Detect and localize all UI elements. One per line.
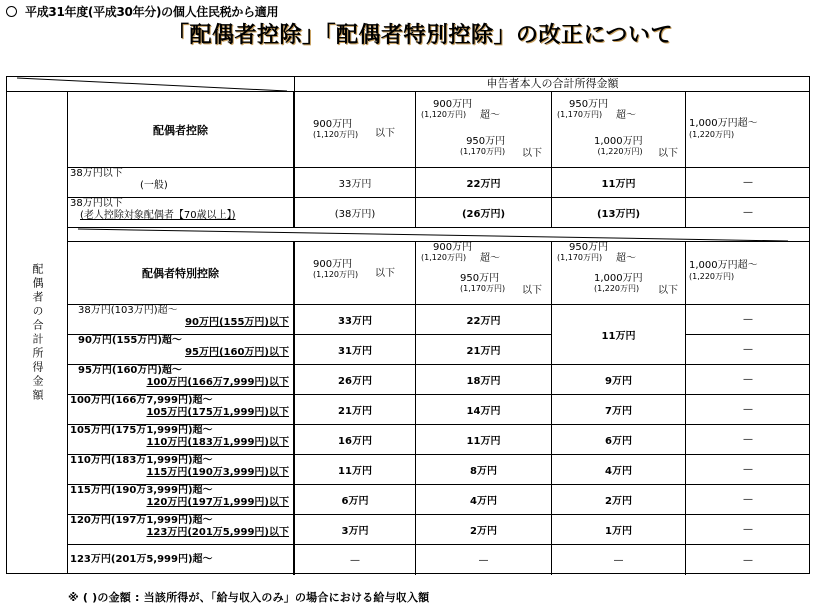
value-cell: 7万円 [552, 395, 686, 425]
note-text: 平成31年度(平成30年分)の個人住民税から適用 [25, 5, 279, 19]
bracket-paren: (1,120万円) [313, 270, 359, 279]
spouse-deduction-title: 配偶者控除 [68, 92, 294, 168]
row-label-special [68, 395, 294, 425]
value-cell: — [552, 545, 686, 575]
page-title [0, 18, 820, 49]
row-label-special [68, 485, 294, 515]
value-cell: — [686, 168, 810, 198]
bracket-value: 900万円 [433, 242, 473, 253]
value-cell: 11万円 [552, 168, 686, 198]
bracket-value: 900万円 [313, 119, 353, 130]
bracket-value: 950万円 [460, 273, 500, 284]
bracket-value: 1,000万円 [594, 273, 643, 284]
income-header: 申告者本人の合計所得金額 [294, 77, 810, 92]
value-cell: — [686, 198, 810, 228]
diagonal-line-icon [68, 228, 810, 242]
bracket-header-4 [686, 242, 810, 305]
value-cell: — [686, 395, 810, 425]
value-cell: 33万円 [294, 168, 416, 198]
value-cell: 1万円 [552, 515, 686, 545]
value-cell: 6万円 [294, 485, 416, 515]
value-cell: — [686, 335, 810, 365]
value-cell: 4万円 [416, 485, 552, 515]
row-label-line1: 38万円(103万円)超～ [78, 305, 178, 316]
bracket-paren: (1,220万円) [597, 147, 643, 156]
row-label-line2: 90万円(155万円)以下 [185, 317, 289, 328]
bracket-paren: (1,220万円) [689, 272, 735, 281]
bracket-value: 1,000万円超～ [689, 260, 758, 271]
value-cell: 3万円 [294, 515, 416, 545]
row-label-line2: 115万円(190万3,999円)以下 [146, 467, 289, 478]
row-label-general [68, 168, 294, 198]
footnote: ※ ( )の金額 : 当該所得が、「給与収入のみ」の場合における給与収入額 [68, 591, 430, 604]
bracket-suffix: 超～ [480, 110, 500, 121]
row-label-line1: 115万円(190万3,999円)超～ [70, 485, 213, 496]
row-label-line2: (一般) [140, 180, 168, 191]
bracket-paren: (1,220万円) [689, 130, 735, 139]
bracket-suffix: 以下 [658, 148, 678, 159]
row-label-line2: 95万円(160万円)以下 [185, 347, 289, 358]
bracket-paren: (1,170万円) [460, 147, 506, 156]
row-label-line1: 105万円(175万1,999円)超～ [70, 425, 213, 436]
row-label-line2: 100万円(166万7,999円)以下 [146, 377, 289, 388]
value-cell: — [416, 545, 552, 575]
special-deduction-title: 配偶者特別控除 [68, 242, 294, 305]
value-cell: (26万円) [416, 198, 552, 228]
row-label-line1: 110万円(183万1,999円)超～ [70, 455, 213, 466]
row-label-line2: 123万円(201万5,999円)以下 [146, 527, 289, 538]
value-cell: 11万円 [294, 455, 416, 485]
bracket-suffix: 超～ [616, 253, 636, 264]
row-label-line1: 38万円以下 [70, 168, 123, 179]
bracket-paren: (1,170万円) [557, 110, 603, 119]
value-cell: 11万円 [416, 425, 552, 455]
row-label-line1: 123万円(201万5,999円)超～ [70, 554, 213, 565]
row-label-special [68, 305, 294, 335]
row-label-elderly [68, 198, 294, 228]
value-cell: — [686, 365, 810, 395]
value-cell: 21万円 [294, 395, 416, 425]
bracket-header-2 [416, 92, 552, 168]
value-cell: 31万円 [294, 335, 416, 365]
value-cell: — [686, 515, 810, 545]
value-cell: — [686, 485, 810, 515]
value-cell: — [294, 545, 416, 575]
value-cell: (13万円) [552, 198, 686, 228]
bracket-suffix: 以下 [375, 268, 395, 279]
row-label-line1: 38万円以下 [70, 198, 123, 209]
bracket-paren: (1,120万円) [421, 253, 467, 262]
circle-bullet-icon [6, 6, 17, 17]
value-cell: — [743, 554, 753, 566]
deduction-table [6, 76, 810, 574]
bracket-suffix: 以下 [522, 148, 542, 159]
bracket-value: 900万円 [433, 99, 473, 110]
row-label-special [68, 335, 294, 365]
row-label-special [68, 455, 294, 485]
bracket-suffix: 以下 [522, 285, 542, 296]
bracket-header-3 [552, 242, 686, 305]
diagonal-line-icon [7, 77, 294, 92]
value-cell: 4万円 [552, 455, 686, 485]
value-cell: 8万円 [416, 455, 552, 485]
value-cell: 16万円 [294, 425, 416, 455]
value-cell: 2万円 [552, 485, 686, 515]
row-label-special [68, 545, 294, 575]
bracket-suffix: 超～ [616, 110, 636, 121]
bracket-header-1 [294, 242, 416, 305]
row-label-line2: 110万円(183万1,999円)以下 [146, 437, 289, 448]
value-cell: — [686, 455, 810, 485]
bracket-suffix: 以下 [375, 128, 395, 139]
bracket-value: 1,000万円 [594, 136, 643, 147]
row-label-special [68, 365, 294, 395]
value-cell: — [686, 305, 810, 335]
bracket-paren: (1,120万円) [421, 110, 467, 119]
value-cell: 33万円 [294, 305, 416, 335]
row-label-line1: 120万円(197万1,999円)超～ [70, 515, 213, 526]
value-cell: 9万円 [552, 365, 686, 395]
vertical-label-text: 配偶者の合計所得金額 [31, 262, 44, 403]
value-cell: 18万円 [416, 365, 552, 395]
row-label-special [68, 425, 294, 455]
value-cell: (38万円) [294, 198, 416, 228]
value-cell: — [686, 425, 810, 455]
value-cell: 22万円 [416, 168, 552, 198]
bracket-header-1 [294, 92, 416, 168]
row-label-line2: 105万円(175万1,999円)以下 [146, 407, 289, 418]
title-text: 「配偶者控除」「配偶者特別控除」の改正について [166, 23, 674, 48]
bracket-suffix: 超～ [480, 253, 500, 264]
bracket-value: 900万円 [313, 259, 353, 270]
row-label-line2: 120万円(197万1,999円)以下 [146, 497, 289, 508]
bracket-header-2 [416, 242, 552, 305]
section-separator [68, 228, 810, 242]
bracket-value: 950万円 [569, 99, 609, 110]
row-label-special [68, 515, 294, 545]
table-corner [7, 77, 294, 92]
value-cell: 22万円 [416, 305, 552, 335]
row-label-line2: (老人控除対象配偶者【70歳以上】) [80, 210, 236, 221]
bracket-header-3 [552, 92, 686, 168]
bracket-paren: (1,120万円) [313, 130, 359, 139]
value-cell: 6万円 [552, 425, 686, 455]
row-label-line1: 95万円(160万円)超～ [78, 365, 182, 376]
bracket-paren: (1,170万円) [557, 253, 603, 262]
bracket-suffix: 以下 [658, 285, 678, 296]
value-cell: 21万円 [416, 335, 552, 365]
value-cell: 26万円 [294, 365, 416, 395]
value-cell: 2万円 [416, 515, 552, 545]
bracket-paren: (1,220万円) [594, 284, 640, 293]
bracket-header-4 [686, 92, 810, 168]
value-cell-merged: 11万円 [552, 305, 686, 365]
row-label-line1: 100万円(166万7,999円)超～ [70, 395, 213, 406]
spouse-income-label [7, 91, 68, 574]
bracket-value: 950万円 [466, 136, 506, 147]
bracket-value: 1,000万円超～ [689, 118, 758, 129]
bracket-paren: (1,170万円) [460, 284, 506, 293]
bracket-value: 950万円 [569, 242, 609, 253]
row-label-line1: 90万円(155万円)超～ [78, 335, 182, 346]
value-cell: 14万円 [416, 395, 552, 425]
